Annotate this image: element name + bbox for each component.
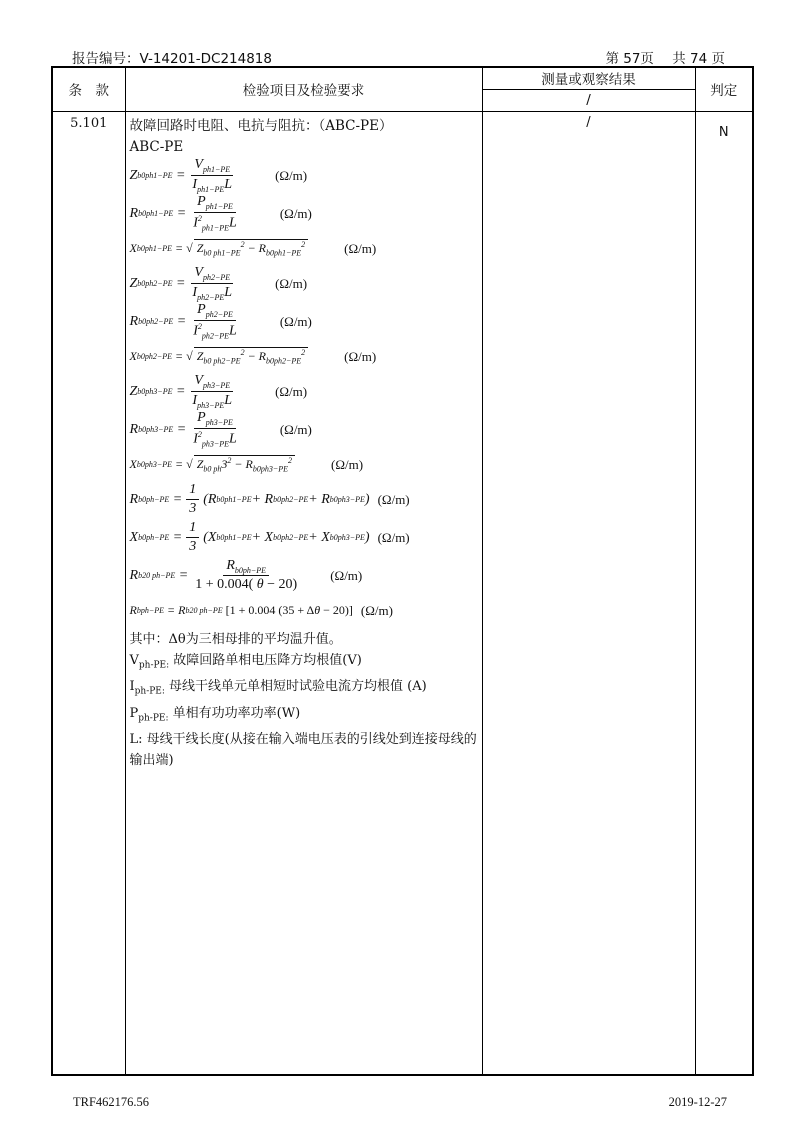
note-current: $I_{ph-PE:}$ 母线干线单元单相短时试验电流方均根值 (A) bbox=[129, 679, 427, 697]
formula-r20: R b20 ph−PE = $\frac{R_{b0ph-PE}}{1 + 0.004( \theta - 20)}$ (Ω/m) bbox=[129, 557, 363, 593]
formula-r-ph2: R b0ph2−PE = $\frac{P_{ph2-PE}}{I^2_{ph2-PE}L}$ (Ω/m) bbox=[129, 302, 312, 341]
header-verdict: 判定 bbox=[695, 67, 753, 111]
formula-rbph: R bph−PE = R b20 ph−PE [1 + 0.004 (35 + Δθ − 20)] (Ω/m) bbox=[129, 602, 393, 618]
note-voltage: $V_{ph-PE:}$ 故障回路单相电压降方均根值(V) bbox=[129, 652, 362, 671]
formula-z-ph1: Z b0ph1−PE = $\frac{V_{ph1-PE}}{I_{ph1-PE}L}$ (Ω/m) bbox=[129, 157, 308, 194]
header-results: 测量或观察结果 bbox=[482, 67, 695, 89]
note-power: $P_{ph-PE:}$ 单相有功功率功率(W) bbox=[129, 705, 301, 724]
formula-r-avg: R b0ph−PE = $\frac{1}{3}$ (R b0ph1−PE + R b0ph2−PE + R b0ph3−PE ) (Ω/m) bbox=[129, 482, 410, 516]
inspection-table bbox=[51, 66, 754, 1076]
report-number: 报告编号：V-14201-DC214818 bbox=[72, 51, 272, 67]
page-total: 共 74 页 bbox=[672, 51, 725, 67]
formula-x-ph1: X b0ph1−PE = √ $Z_{b0 ph1-PE}^2 - R_{b0ph1-PE}^2$ (Ω/m) bbox=[129, 240, 377, 258]
formula-x-ph3: X b0ph3−PE = √ $Z_{b0 ph}3^2 - R_{b0ph3-PE}^2$ (Ω/m) bbox=[129, 456, 364, 474]
note-delta-theta: 其中：Δθ为三相母排的平均温升值。 bbox=[129, 631, 342, 647]
header-items: 检验项目及检验要求 bbox=[125, 67, 482, 111]
requirement-subtitle: ABC-PE bbox=[129, 138, 184, 155]
header-clause: 条 款 bbox=[52, 67, 125, 111]
clause-number: 5.101 bbox=[52, 111, 125, 1075]
page-number: 第 57页 bbox=[605, 51, 654, 67]
formula-r-ph3: R b0ph3−PE = $\frac{P_{ph3-PE}}{I^2_{ph3-PE}L}$ (Ω/m) bbox=[129, 410, 312, 449]
header-results-sub: / bbox=[482, 89, 695, 111]
form-number: TRF462176.56 bbox=[73, 1095, 150, 1109]
notes bbox=[130, 629, 478, 772]
requirements-cell bbox=[125, 111, 482, 1075]
formula-z-ph2: Z b0ph2−PE = $\frac{V_{ph2-PE}}{I_{ph2-PE}L}$ (Ω/m) bbox=[129, 265, 308, 302]
result-cell: / bbox=[482, 111, 695, 1075]
formula-z-ph3: Z b0ph3−PE = $\frac{V_{ph3-PE}}{I_{ph3-PE}L}$ (Ω/m) bbox=[129, 373, 308, 410]
formula-r-ph1: R b0ph1−PE = $\frac{P_{ph1-PE}}{I^2_{ph1-PE}L}$ (Ω/m) bbox=[129, 194, 312, 233]
verdict-cell: N bbox=[695, 111, 753, 1075]
footer-date: 2019-12-27 bbox=[668, 1095, 727, 1109]
page-indicator bbox=[591, 47, 725, 67]
formula-x-avg: X b0ph−PE = $\frac{1}{3}$ (X b0ph1−PE + X b0ph2−PE + X b0ph3−PE ) (Ω/m) bbox=[129, 520, 410, 554]
requirement-title: 故障回路时电阻、电抗与阻抗：（ABC-PE） bbox=[129, 117, 393, 134]
note-length: L: 母线干线长度(从接在输入端电压表的引线处到连接母线的输出端) bbox=[129, 732, 477, 769]
formula-x-ph2: X b0ph2−PE = √ $Z_{b0 ph2-PE}^2 - R_{b0ph2-PE}^2$ (Ω/m) bbox=[129, 348, 377, 366]
